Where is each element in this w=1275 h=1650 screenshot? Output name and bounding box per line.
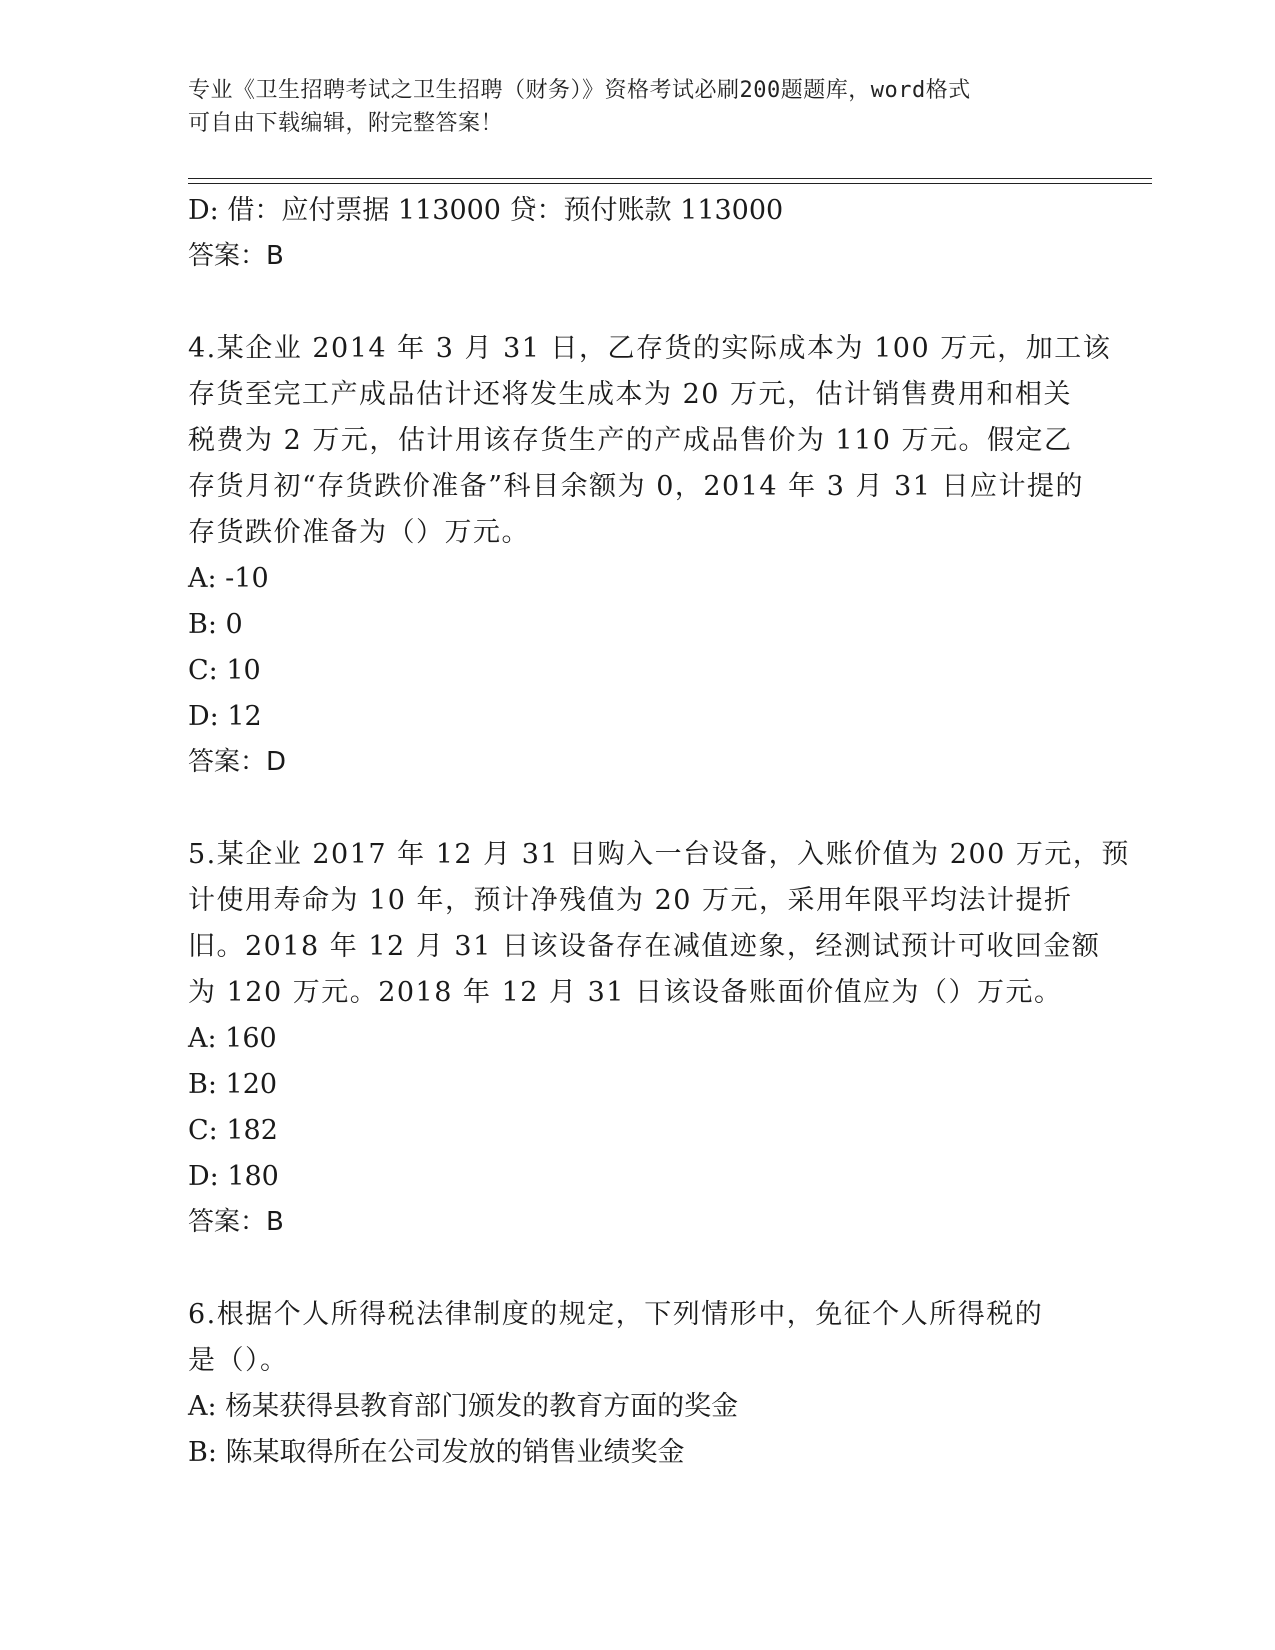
q5-stem-line-4: 为 120 万元。2018 年 12 月 31 日该设备账面价值应为（）万元。 (188, 977, 1063, 1008)
prev-answer: 答案：B (188, 241, 284, 271)
q5-answer: 答案：B (188, 1207, 284, 1237)
q5-option-b: B: 120 (188, 1069, 278, 1100)
q4-option-b: B: 0 (188, 609, 243, 640)
spacer (188, 279, 1088, 326)
header-rule-top (188, 178, 1152, 179)
header-title-line-1: 专业《卫生招聘考试之卫生招聘（财务）》资格考试必刷200题题库，word格式 (188, 78, 971, 103)
q4-stem-line-3: 税费为 2 万元，估计用该存货生产的产成品售价为 110 万元。假定乙 (188, 425, 1073, 456)
header-rule-bottom (188, 183, 1152, 184)
q6-stem-line-2: 是（）。 (188, 1345, 289, 1376)
q4-stem-line-2: 存货至完工产成品估计还将发生成本为 20 万元，估计销售费用和相关 (188, 379, 1073, 410)
q4-option-c: C: 10 (188, 655, 261, 686)
q5-stem-line-3: 旧。2018 年 12 月 31 日该设备存在减值迹象，经测试预计可收回金额 (188, 931, 1101, 962)
document-body (188, 188, 1130, 1476)
question-6 (188, 1292, 1088, 1476)
q6-stem-line-1: 6.根据个人所得税法律制度的规定，下列情形中，免征个人所得税的 (188, 1299, 1044, 1330)
q5-stem-line-2: 计使用寿命为 10 年，预计净残值为 20 万元，采用年限平均法计提折 (188, 885, 1073, 916)
q6-option-a: A: 杨某获得县教育部门颁发的教育方面的奖金 (188, 1391, 739, 1422)
question-5 (188, 832, 1130, 1245)
q4-answer: 答案：D (188, 747, 287, 777)
question-4 (188, 326, 1112, 785)
q4-stem-line-1: 4.某企业 2014 年 3 月 31 日，乙存货的实际成本为 100 万元，加工该 (188, 333, 1112, 364)
q4-stem-line-5: 存货跌价准备为（）万元。 (188, 517, 530, 548)
q4-stem-line-4: 存货月初“存货跌价准备”科目余额为 0，2014 年 3 月 31 日应计提的 (188, 471, 1085, 502)
q6-option-b: B: 陈某取得所在公司发放的销售业绩奖金 (188, 1437, 685, 1468)
q5-stem-line-1: 5.某企业 2017 年 12 月 31 日购入一台设备，入账价值为 200 万元，预 (188, 839, 1130, 870)
q4-option-d: D: 12 (188, 701, 262, 732)
q5-option-d: D: 180 (188, 1161, 279, 1192)
prev-option-d: D: 借：应付票据 113000 贷：预付账款 113000 (188, 195, 784, 226)
q4-option-a: A: -10 (188, 563, 269, 594)
page-header (188, 74, 1068, 140)
header-title-line-2: 可自由下载编辑，附完整答案！ (188, 111, 504, 136)
spacer (188, 1245, 1088, 1292)
q5-option-a: A: 160 (188, 1023, 277, 1054)
q5-option-c: C: 182 (188, 1115, 278, 1146)
spacer (188, 785, 1088, 832)
